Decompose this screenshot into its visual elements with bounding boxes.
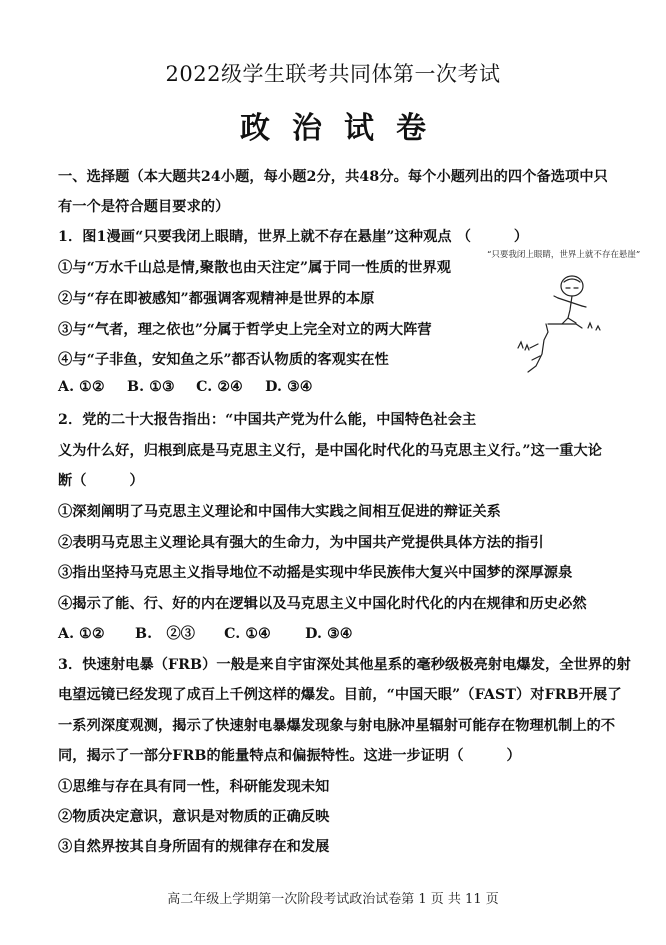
q1-option-a[interactable]: A. ①② (58, 379, 105, 395)
q1-option-c[interactable]: C. ②④ (196, 379, 243, 395)
q3-stem-line1: 3．快速射电暴（FRB）一般是来自宇宙深处其他星系的毫秒级极亮射电爆发，全世界的射 (58, 657, 631, 673)
q2-option-a[interactable]: A. ①② (58, 626, 105, 642)
q2-statement-3: ③指出坚持马克思主义指导地位不动摇是实现中华民族伟大复兴中国梦的深厚源泉 (58, 565, 573, 581)
q1-option-d[interactable]: D. ③④ (265, 379, 313, 395)
q3-stem-line3: 一系列深度观测，揭示了快速射电暴爆发现象与射电脉冲星辐射可能存在物理机制上的不 (58, 718, 616, 734)
q3-stem-line2: 电望远镜已经发现了成百上千例这样的爆发。目前，“中国天眼”（FAST）对FRB开展了 (58, 687, 622, 703)
q2-stem-line3: 断（ ） (58, 473, 144, 489)
page-footer: 高二年级上学期第一次阶段考试政治试卷第 1 页 共 11 页 (167, 892, 499, 907)
q2-statement-1: ①深刻阐明了马克思主义理论和中国伟大实践之间相互促进的辩证关系 (58, 504, 501, 520)
q2-statement-2: ②表明马克思主义理论具有强大的生命力，为中国共产党提供具体方法的指引 (58, 535, 544, 551)
q3-statement-1: ①思维与存在具有同一性，科研能发现未知 (58, 779, 330, 795)
q3-statement-2: ②物质决定意识，意识是对物质的正确反映 (58, 809, 330, 825)
q1-options (58, 379, 313, 395)
q2-option-d[interactable]: D. ③④ (305, 626, 353, 642)
cartoon-caption: “只要我闭上眼睛，世界上就不存在悬崖” (487, 250, 641, 260)
q1-option-b[interactable]: B. ①③ (127, 379, 175, 395)
q3-statement-3: ③自然界按其自身所固有的规律存在和发展 (58, 839, 330, 855)
q1-statement-3: ③与“气者，理之依也”分属于哲学史上完全对立的两大阵营 (58, 322, 432, 338)
q1-stem: 1．图1漫画“只要我闭上眼睛，世界上就不存在悬崖”这种观点 （ ） (58, 229, 529, 245)
q1-statement-4: ④与“子非鱼，安知鱼之乐”都否认物质的客观实在性 (58, 352, 389, 368)
subject-title: 政治试卷 (240, 111, 448, 146)
q2-statement-4: ④揭示了能、行、好的内在逻辑以及马克思主义中国化时代化的内在规律和历史必然 (58, 596, 587, 612)
q2-option-b[interactable]: B. ②③ (135, 626, 196, 642)
q3-stem-line4: 同，揭示了一部分FRB的能量特点和偏振特性。这进一步证明（ ） (58, 748, 521, 764)
exam-title: 2022级学生联考共同体第一次考试 (165, 62, 501, 86)
q2-stem-line1: 2．党的二十大报告指出：“中国共产党为什么能，中国特色社会主 (58, 412, 477, 428)
section-intro-line2: 有一个是符合题目要求的） (58, 199, 230, 215)
q1-statement-2: ②与“存在即被感知”都强调客观精神是世界的本原 (58, 291, 375, 307)
q2-options (58, 623, 353, 643)
q2-option-c[interactable]: C. ①④ (224, 626, 271, 642)
q1-statement-1: ①与“万水千山总是情,聚散也由天注定”属于同一性质的世界观 (58, 260, 452, 276)
q2-stem-line2: 义为什么好，归根到底是马克思主义行，是中国化时代化的马克思主义行。”这一重大论 (58, 443, 603, 459)
section-intro-line1: 一、选择题（本大题共24小题，每小题2分，共48分。每个小题列出的四个备选项中只 (58, 169, 608, 185)
cliff-cartoon-image (478, 244, 628, 374)
